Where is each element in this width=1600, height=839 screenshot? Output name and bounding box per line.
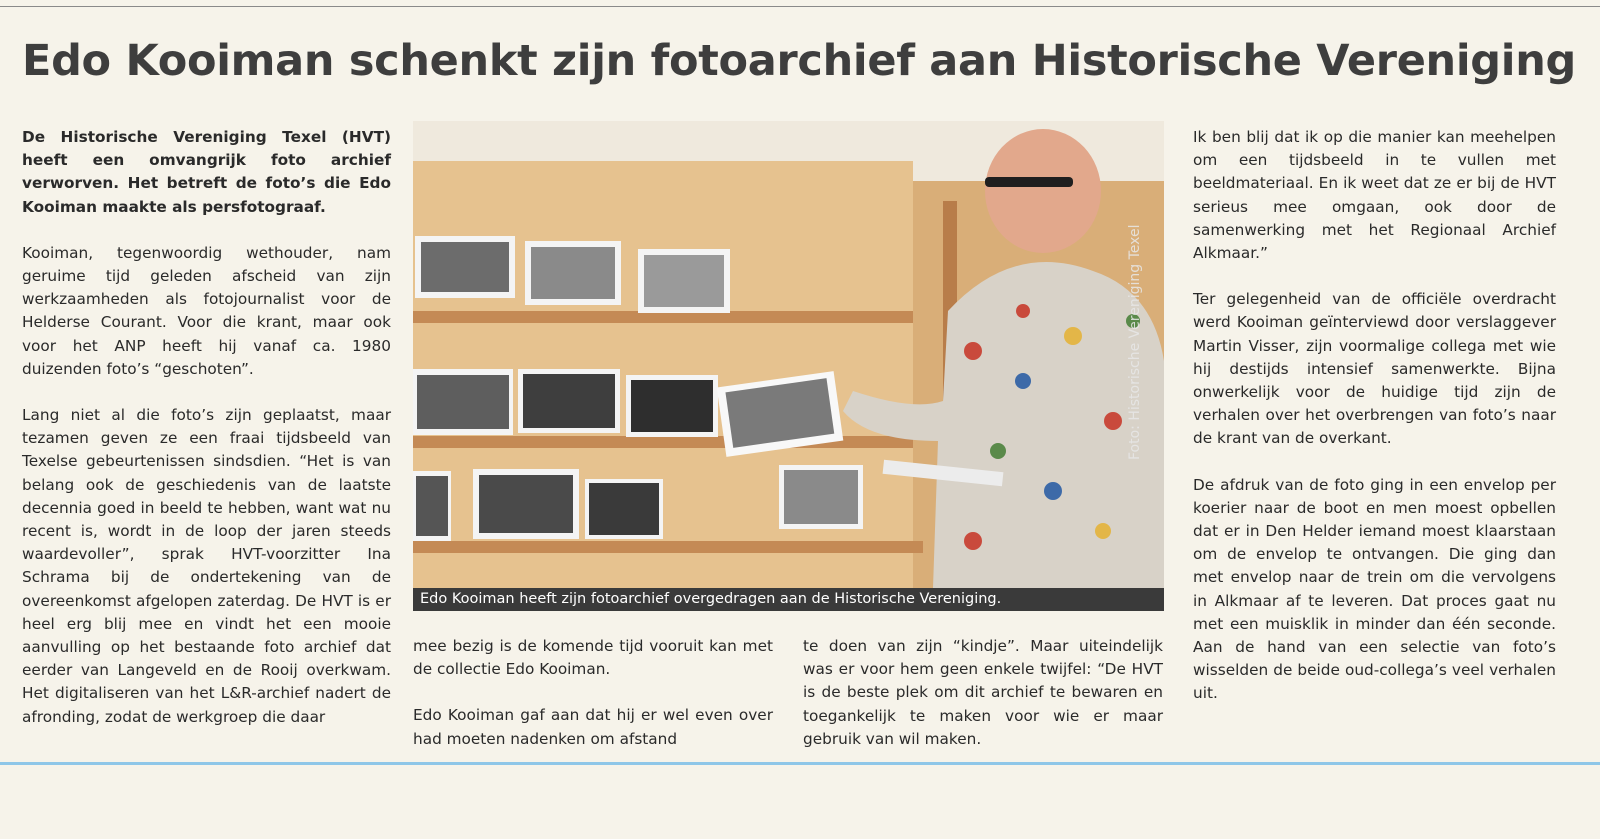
paragraph-4: Edo Kooiman gaf aan dat hij er wel even over had moeten nadenken om afstand	[413, 706, 773, 748]
paragraph-2: Lang niet al die foto’s zijn geplaatst, maar tezamen geven ze een fraai tijdsbeeld van Texelse gebeurtenissen sindsdien. “Het is van belang ook de geschiedenis van de laatste decennia goed in beeld te hebben, want wat nu recent is, wordt in de loop der jaren steeds waardevoller”, sprak HVT-voorzitter Ina Schrama bij de ondertekening van de overeenkomst afgelopen zaterdag. De HVT is er heel erg blij mee en vindt het een mooie aanvulling op het bestaande foto archief dat eerder van Langeveld en de Rooij overkwam. Het digitaliseren van het L&R-archief nadert de afronding, zodat de werkgroep die daar	[22, 406, 391, 726]
photo-illustration	[413, 121, 1164, 588]
paragraph-1: Kooiman, tegenwoordig wethouder, nam geruime tijd geleden afscheid van zijn werkzaamheden als fotojournalist voor de Helderse Courant. Voor die krant, maar ook voor het ANP heeft hij vanaf ca. 1980 duizenden foto’s “geschoten”.	[22, 243, 391, 378]
lead-paragraph: De Historische Vereniging Texel (HVT) heeft een omvangrijk foto archief verworven. Het betreft de foto’s die Edo Kooiman maakte als persfotograaf.	[22, 128, 391, 216]
bottom-rule	[0, 762, 1600, 765]
column-2	[413, 635, 773, 774]
paragraph-3: mee bezig is de komende tijd vooruit kan met de collectie Edo Kooiman.	[413, 637, 773, 679]
photo-credit: Foto: Historische Vereniging Texel	[1127, 224, 1143, 460]
photo-caption: Edo Kooiman heeft zijn fotoarchief overgedragen aan de Historische Vereniging.	[413, 588, 1164, 611]
paragraph-6: Ik ben blij dat ik op die manier kan meehelpen om een tijdsbeeld in te vullen met beeldmateriaal. En ik weet dat ze er bij de HVT serieus mee omgaan, ook door de samenwerking met het Regionaal Archief Alkmaar.”	[1193, 128, 1556, 263]
paragraph-7: Ter gelegenheid van de officiële overdracht werd Kooiman geïnterviewd door verslaggever Martin Visser, zijn voormalige collega met wie hij destijds intensief samenwerkte. Bijna onwerkelijk voor de huidige tijd zijn de verhalen over het overbrengen van foto’s naar de krant van de overkant.	[1193, 290, 1556, 448]
article-photo	[413, 121, 1164, 588]
column-3	[803, 635, 1163, 774]
column-4	[1193, 126, 1556, 729]
top-rule	[0, 6, 1600, 7]
paragraph-5: te doen van zijn “kindje”. Maar uiteindelijk was er voor hem geen enkele twijfel: “De HVT is de beste plek om dit archief te bewaren en toegankelijk te maken voor wie er maar gebruik van wil maken.	[803, 637, 1163, 748]
headline: Edo Kooiman schenkt zijn fotoarchief aan Historische Vereniging	[22, 36, 1577, 86]
paragraph-8: De afdruk van de foto ging in een envelop per koerier naar de boot en men moest opbellen dat er in Den Helder iemand moest klaarstaan om de envelop te ontvangen. Die ging dan met envelop naar de trein om die vervolgens in Alkmaar af te leveren. Dat proces gaat nu met een muisklik in minder dan één seconde. Aan de hand van een selectie van foto’s wisselden de beide oud-collega’s veel verhalen uit.	[1193, 475, 1556, 703]
column-1	[22, 126, 391, 752]
